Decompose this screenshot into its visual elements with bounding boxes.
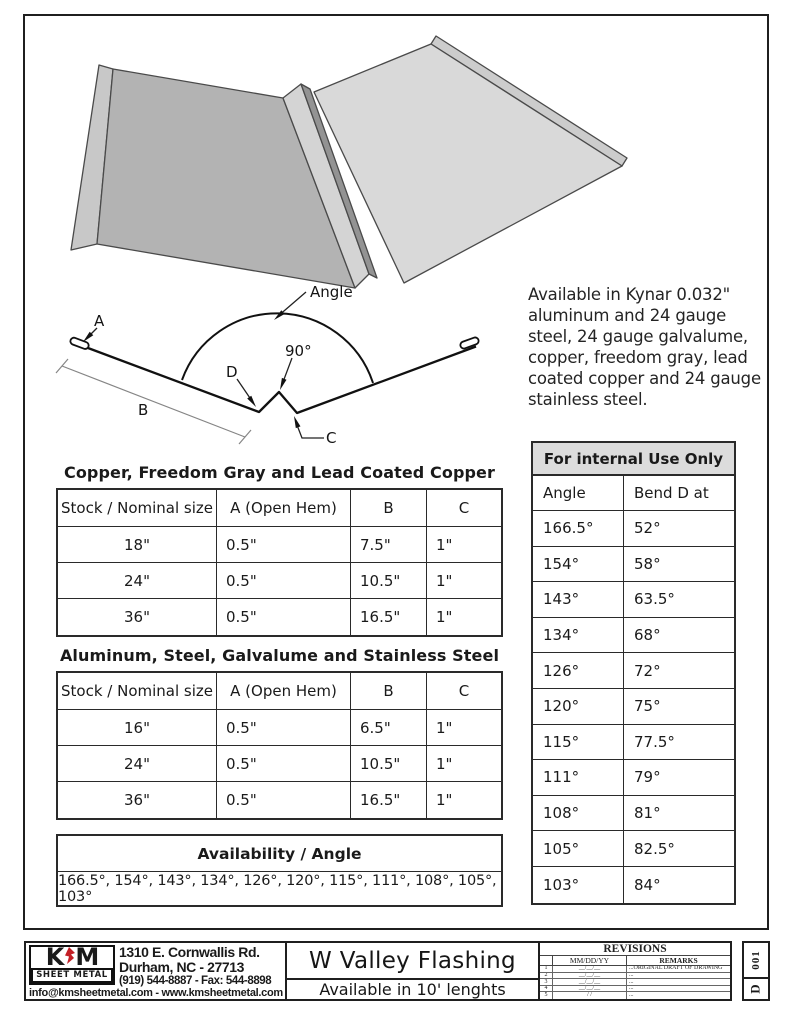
table-cell: 52°	[624, 511, 734, 547]
logo-letter-k: K	[45, 943, 64, 971]
label-angle: Angle	[310, 283, 353, 301]
company-address	[119, 945, 287, 988]
table-cell: 1"	[436, 791, 453, 809]
table-cell: 166.5°	[533, 511, 624, 547]
table-cell: 68°	[624, 618, 734, 654]
material-availability-note: Available in Kynar 0.032" aluminum and 24 gauge steel, 24 gauge galvalume, copper, freedom gray, lead coated copper and 24 gauge stainless steel.	[528, 285, 761, 409]
table-cell: 1"	[427, 710, 501, 746]
table-cell: 63.5°	[624, 582, 734, 618]
revisions-date-header: MM/DD/YY	[553, 956, 627, 966]
column-header: A (Open Hem)	[217, 673, 351, 710]
logo-letter-m: M	[75, 943, 99, 971]
table-cell: 36"	[58, 782, 217, 818]
table-cell: 16.5"	[351, 599, 427, 635]
sheet-number-cell	[744, 943, 768, 979]
table-cell: 7.5"	[351, 527, 427, 563]
address-line: Durham, NC - 27713	[119, 959, 245, 975]
revision-date: / /	[553, 992, 627, 999]
table-cell: 126°	[533, 653, 624, 689]
company-logo	[29, 945, 115, 985]
drawing-title-section	[287, 943, 540, 999]
revision-remark: ...	[627, 986, 730, 993]
revision-date: __/__/__	[553, 986, 627, 993]
table-cell: 72°	[624, 653, 734, 689]
table-cell: 105°	[533, 831, 624, 867]
column-header: C	[427, 673, 501, 710]
revision-row-number: 3	[540, 979, 553, 986]
table-cell: 16"	[58, 710, 217, 746]
cross-section-diagram	[40, 276, 520, 464]
revisions-table	[540, 943, 730, 999]
revision-row-number: 5	[540, 992, 553, 999]
revisions-corner	[540, 956, 553, 966]
availability-title: Availability / Angle	[58, 836, 501, 872]
table-cell: 10.5"	[351, 746, 427, 782]
column-header: Angle	[533, 476, 624, 511]
table-cell: 1"	[427, 563, 501, 599]
copper-table-title: Copper, Freedom Gray and Lead Coated Copper	[63, 463, 495, 482]
column-header: B	[351, 490, 427, 527]
table-cell: 36"	[58, 599, 217, 635]
revision-row-number: 2	[540, 973, 553, 980]
revision-row-number: 4	[540, 986, 553, 993]
angle-arc	[182, 313, 373, 383]
revisions-title: REVISIONS	[540, 943, 730, 956]
sheet-size: D	[747, 984, 763, 994]
table-cell: 143°	[533, 582, 624, 618]
revision-date: __/__/__	[553, 979, 627, 986]
revision-remark: ...ORIGINAL DRAFT OF DRAWING	[627, 966, 730, 973]
table-cell: 0.5"	[217, 599, 351, 635]
table-cell: 154°	[533, 547, 624, 583]
revision-remark: ...	[627, 973, 730, 980]
table-cell: 24"	[58, 746, 217, 782]
table-cell: 58°	[624, 547, 734, 583]
product-3d-drawing	[52, 26, 632, 294]
table-cell: 1"	[427, 746, 501, 782]
revision-date: __/__/__	[553, 973, 627, 980]
label-a: A	[94, 312, 105, 330]
column-header: Stock / Nominal size	[58, 490, 217, 527]
sheet-number: 001	[750, 950, 762, 970]
label-b: B	[138, 401, 149, 419]
address-line: 1310 E. Cornwallis Rd.	[119, 944, 260, 960]
sheet-size-cell	[744, 979, 768, 999]
revision-row-number: 1	[540, 966, 553, 973]
table-cell: 111°	[533, 760, 624, 796]
internal-table-title: For internal Use Only	[533, 443, 734, 476]
label-90: 90°	[285, 342, 312, 360]
column-header: Bend D at	[624, 476, 734, 511]
column-header: A (Open Hem)	[217, 490, 351, 527]
label-c: C	[326, 429, 337, 447]
table-cell: 24"	[58, 563, 217, 599]
copper-table	[56, 488, 503, 637]
table-cell: 84°	[634, 875, 661, 894]
availability-angles: 166.5°, 154°, 143°, 134°, 126°, 120°, 115°, 111°, 108°, 105°, 103°	[58, 872, 497, 905]
table-cell: 79°	[624, 760, 734, 796]
sheet-number-box	[742, 941, 770, 1001]
column-header: B	[351, 673, 427, 710]
table-cell: 115°	[533, 725, 624, 761]
revision-remark: ...	[629, 992, 634, 999]
table-cell: 134°	[533, 618, 624, 654]
table-cell: 77.5°	[624, 725, 734, 761]
table-cell: 1"	[427, 527, 501, 563]
table-cell: 0.5"	[217, 782, 351, 818]
column-header: Stock / Nominal size	[58, 673, 217, 710]
right-open-hem	[459, 336, 479, 349]
table-cell: 108°	[533, 796, 624, 832]
revision-remark: ...	[627, 979, 730, 986]
arrowheads	[83, 310, 301, 428]
label-d: D	[226, 363, 238, 381]
email-web-line: info@kmsheetmetal.com - www.kmsheetmetal.com	[29, 987, 283, 999]
availability-box	[56, 834, 503, 907]
drawing-subtitle: Available in 10' lenghts	[287, 978, 538, 999]
table-cell: 6.5"	[351, 710, 427, 746]
table-cell: 1"	[436, 608, 453, 626]
table-cell: 103°	[533, 867, 624, 903]
table-cell: 10.5"	[351, 563, 427, 599]
table-cell: 0.5"	[217, 746, 351, 782]
table-cell: 16.5"	[351, 782, 427, 818]
drawing-title: W Valley Flashing	[309, 947, 516, 974]
phone-fax-line: (919) 544-8887 - Fax: 544-8898	[119, 975, 272, 987]
table-cell: 75°	[624, 689, 734, 725]
logo-subtitle: SHEET METAL	[31, 968, 113, 983]
logo-red-mark-icon	[63, 947, 75, 964]
table-cell: 0.5"	[217, 527, 351, 563]
logo-km-letters	[45, 943, 99, 971]
title-block	[24, 941, 732, 1001]
column-header: C	[427, 490, 501, 527]
revisions-remarks-header: REMARKS	[627, 956, 730, 966]
internal-use-table	[531, 441, 736, 905]
company-section	[26, 943, 287, 999]
table-cell: 82.5°	[624, 831, 734, 867]
table-cell: 0.5"	[217, 563, 351, 599]
aluminum-table-title: Aluminum, Steel, Galvalume and Stainless Steel	[59, 646, 500, 665]
table-cell: 0.5"	[217, 710, 351, 746]
table-cell: 81°	[624, 796, 734, 832]
table-cell: 18"	[58, 527, 217, 563]
revision-date: __/__/__	[553, 966, 627, 973]
aluminum-table	[56, 671, 503, 820]
table-cell: 120°	[533, 689, 624, 725]
